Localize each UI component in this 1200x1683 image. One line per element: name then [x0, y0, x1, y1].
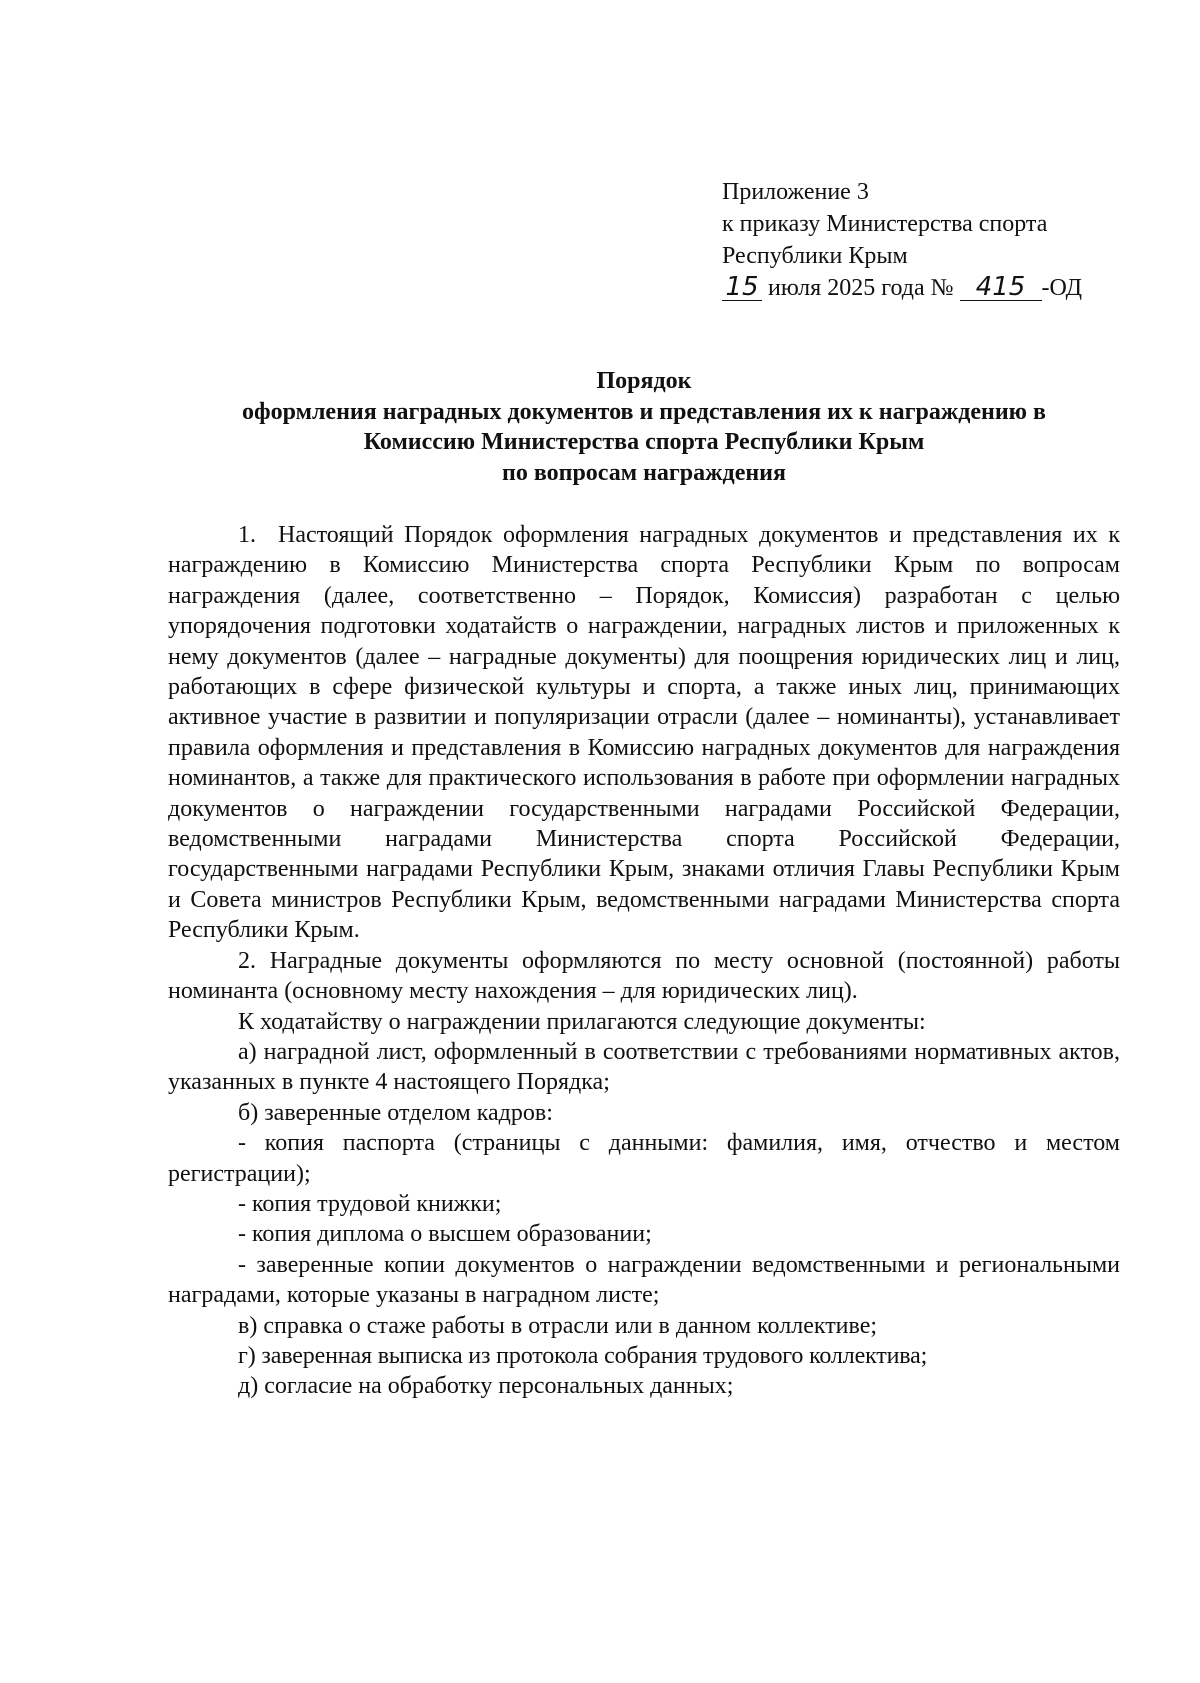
appendix-order-suffix: -ОД — [1041, 275, 1083, 301]
document-title — [168, 366, 1120, 488]
paragraph-11: г) заверенная выписка из протокола собрания трудового коллектива; — [238, 1342, 928, 1369]
appendix-date-text: июля 2025 года № — [768, 275, 954, 301]
handwritten-day: 15 — [722, 274, 762, 301]
paragraph-7: - копия трудовой книжки; — [238, 1190, 502, 1217]
appendix-order-ref: к приказу Министерства спорта — [722, 211, 1048, 237]
appendix-date-line — [722, 272, 1082, 304]
paragraph-1 — [168, 520, 1120, 946]
handwritten-order-number: 415 — [960, 274, 1042, 301]
paragraph-2: 2. Наградные документы оформляются по месту основной (постоянной) работы номинанта (основному месту нахождения – для юридических лиц). — [168, 947, 1120, 1005]
paragraph-3: К ходатайству о награждении прилагаются следующие документы: — [238, 1008, 926, 1035]
title-line-4: по вопросам награждения — [501, 459, 786, 486]
paragraph-4: а) наградной лист, оформленный в соответствии с требованиями нормативных актов, указанных в пункте 4 настоящего Порядка; — [168, 1038, 1120, 1096]
paragraph-9: - заверенные копии документов о награждении ведомственными и региональными наградами, которые указаны в наградном листе; — [168, 1251, 1120, 1309]
title-line-3: Комиссию Министерства спорта Республики Крым — [363, 429, 925, 455]
title-line-2: оформления наградных документов и представления их к награждению в — [242, 398, 1046, 425]
paragraph-12: д) согласие на обработку персональных данных; — [238, 1373, 734, 1400]
appendix-title: Приложение 3 — [722, 179, 869, 205]
appendix-header — [722, 176, 1082, 304]
document-body — [168, 520, 1120, 1402]
paragraph-5: б) заверенные отделом кадров: — [238, 1099, 553, 1126]
title-line-1: Порядок — [596, 368, 692, 394]
paragraph-1-number: 1. — [238, 522, 256, 548]
paragraph-1-text: Настоящий Порядок оформления наградных документов и представления их к награждению в Комиссию Министерства спорта Республики Крым по вопросам награждения (далее, соответственно – Порядок, Комиссия) разработан с целью упорядочения подготовки ходатайств о награждении, наградных листов и приложенных к нему документов (далее – наградные документы) для поощрения юридических лиц и лиц, работающих в сфере физической культуры и спорта, а также иных лиц, принимающих активное участие в развитии и популяризации отрасли (далее – номинанты), устанавливает правила оформления и представления в Комиссию наградных документов для награждения номинантов, а также для практического использования в работе при оформлении наградных документов о награждении государственными наградами Российской Федерации, ведомственными наградами Министерства спорта Российской Федерации, государственными наградами Республики Крым, знаками отличия Главы Республики Крым и Совета министров Республики Крым, ведомственными наградами Министерства спорта Республики Крым. — [168, 522, 1120, 944]
paragraph-6: - копия паспорта (страницы с данными: фамилия, имя, отчество и местом регистрации); — [168, 1130, 1120, 1187]
paragraph-10: в) справка о стаже работы в отрасли или в данном коллективе; — [238, 1312, 878, 1339]
appendix-region: Республики Крым — [722, 243, 908, 269]
paragraph-8: - копия диплома о высшем образовании; — [238, 1221, 652, 1248]
